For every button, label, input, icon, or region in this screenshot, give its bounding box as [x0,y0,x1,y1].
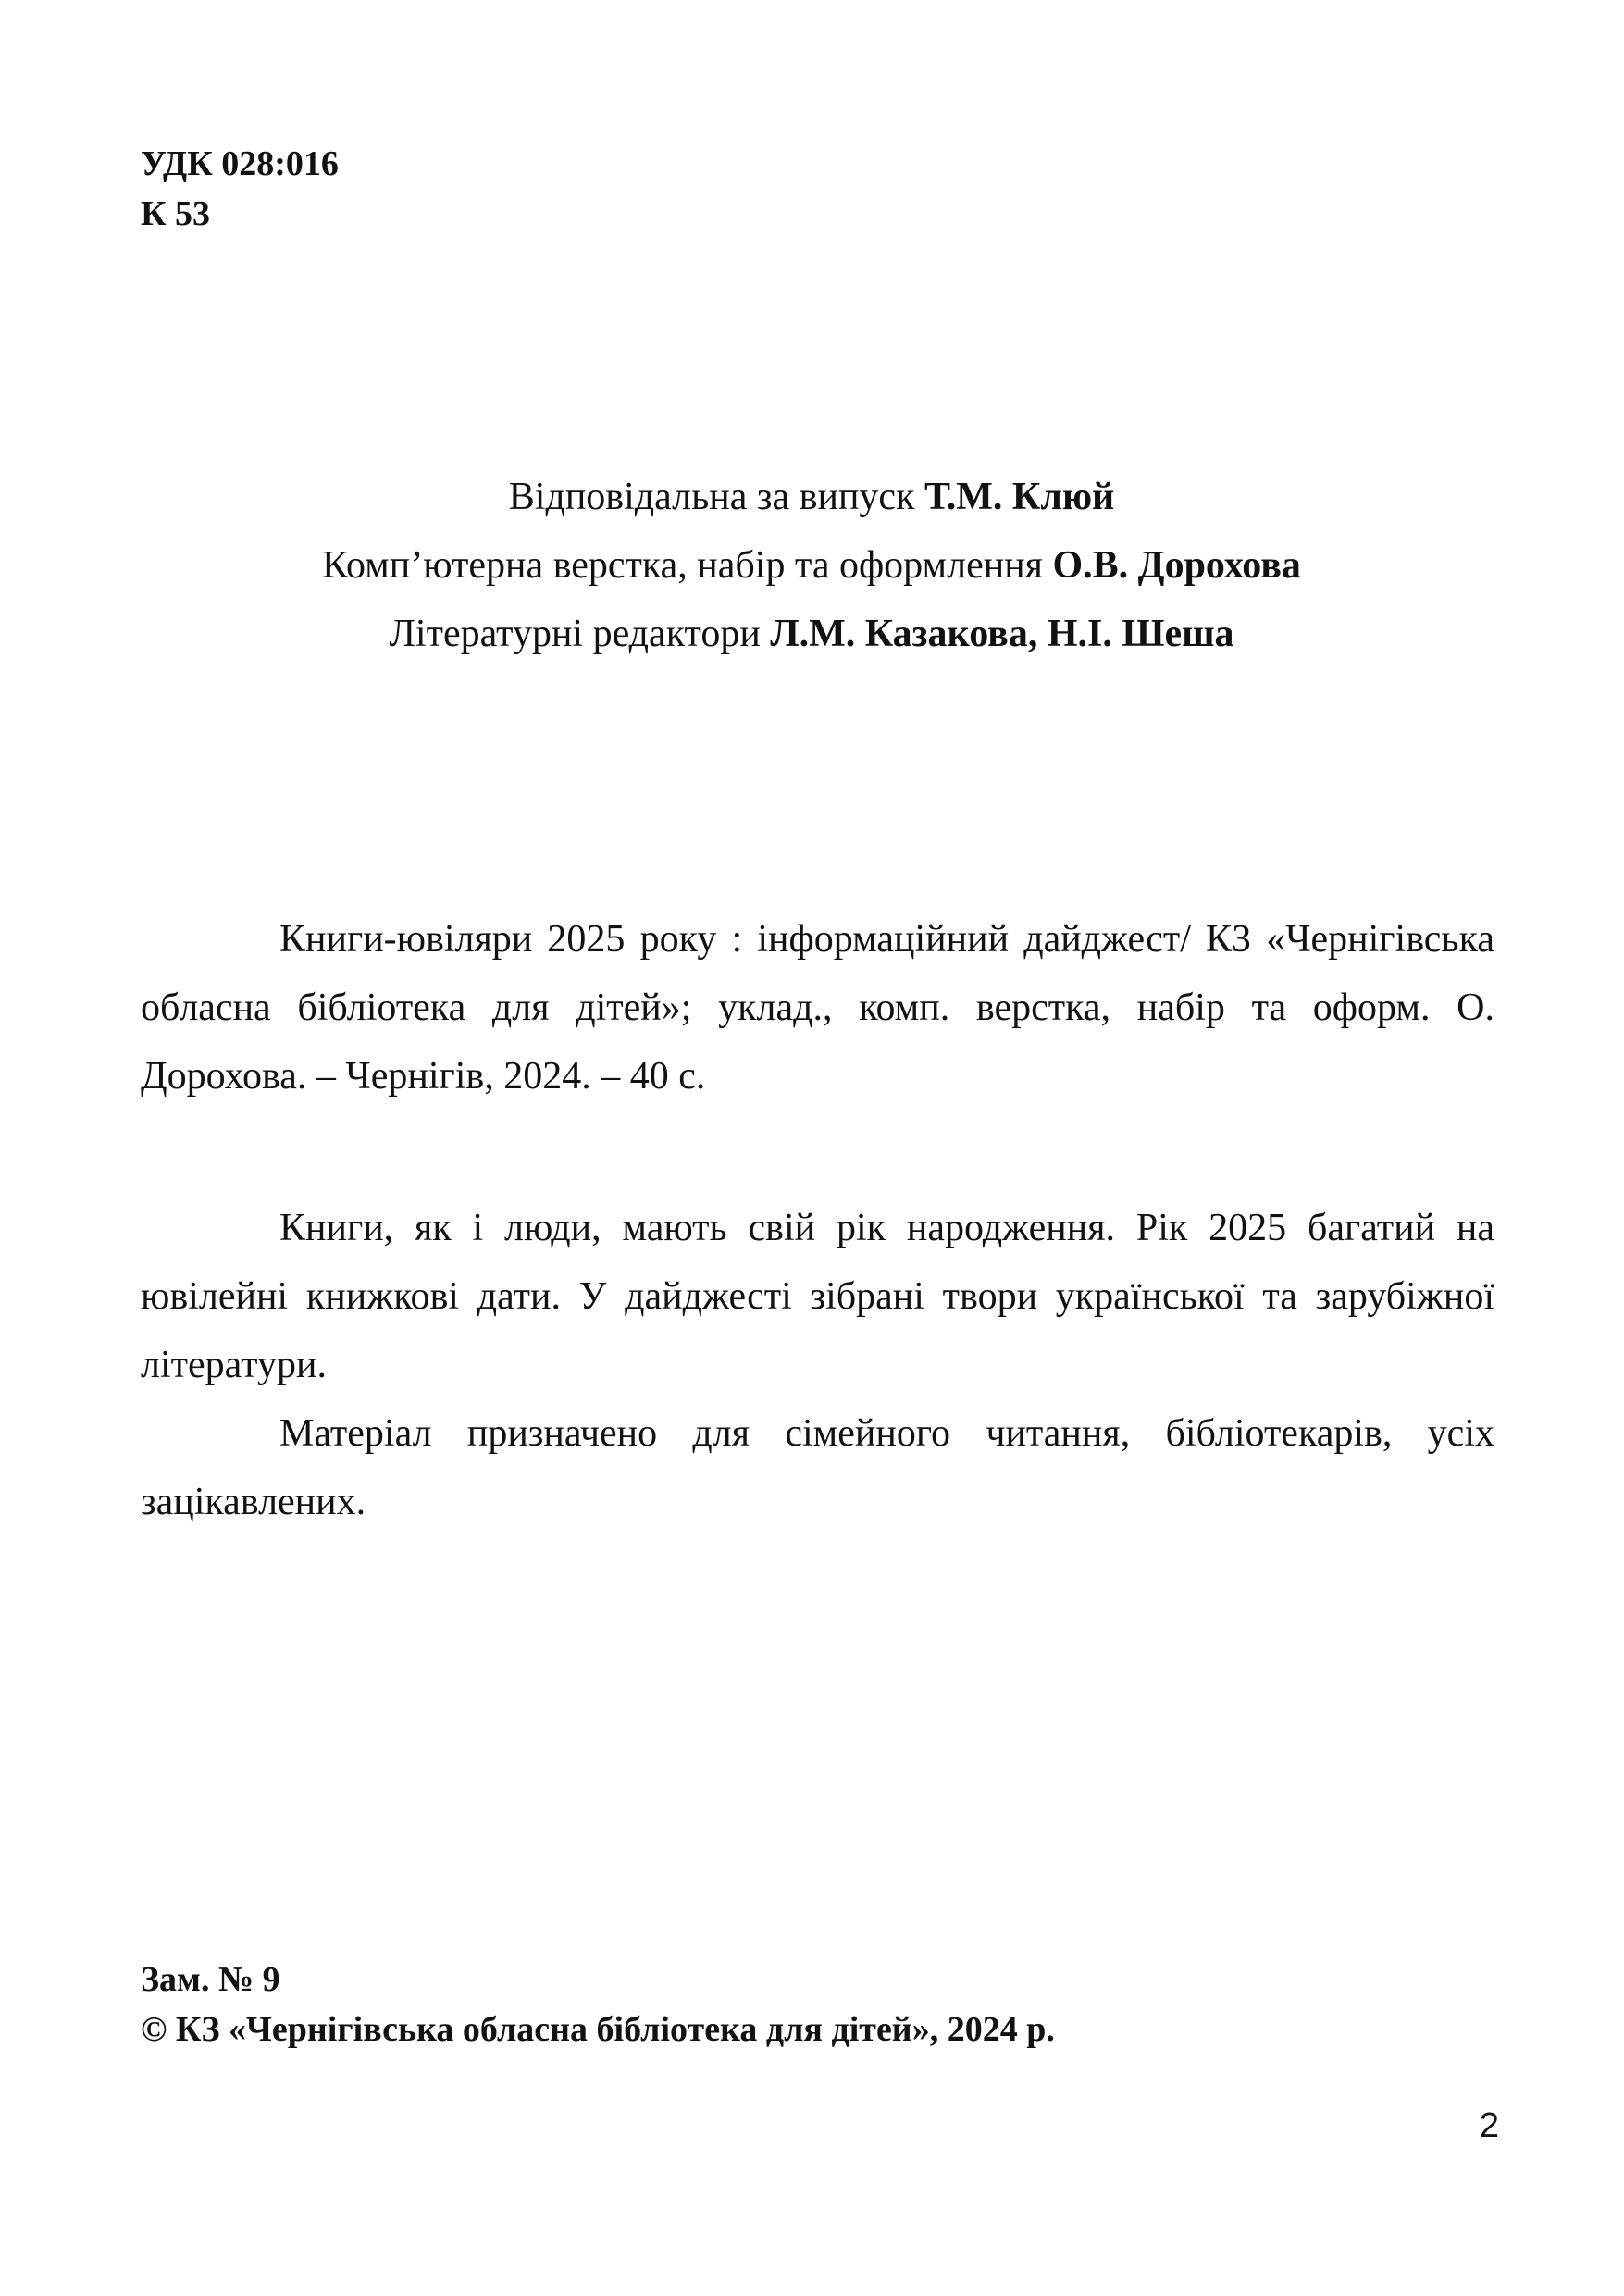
page-number: 2 [1479,2106,1499,2145]
credit-name: Т.М. Клюй [924,476,1115,518]
annotation-paragraph: Матеріал призначено для сімейного читання, бібліотекарів, усіх зацікавлених. [141,1412,1494,1523]
bibliographic-description: Книги-ювіляри 2025 року : інформаційний дайджест/ КЗ «Чернігівська обласна бібліотека для дітей»; уклад., комп. верстка, набір та оформ. О. Дорохова. – Чернігів, 2024. – 40 с. [141,918,1494,1098]
order-number: Зам. № 9 [141,1960,280,1999]
annotation-paragraph: Книги, як і люди, мають свій рік народження. Рік 2025 багатий на ювілейні книжкові дати. У дайджесті зібрані твори української та зарубіжної літератури. [141,1207,1494,1386]
udc-code: УДК 028:016 [141,144,339,183]
credit-role: Літературні редактори [389,613,771,655]
udc-block [141,139,339,239]
credit-name: Л.М. Казакова, Н.І. Шеша [770,613,1234,655]
credit-role: Комп’ютерна верстка, набір та оформлення [322,544,1053,587]
author-mark: К 53 [141,194,211,233]
credit-name: О.В. Дорохова [1052,544,1301,587]
copyright-line: © КЗ «Чернігівська обласна бібліотека для дітей», 2024 р. [141,2010,1055,2049]
credits-block [141,463,1482,668]
credit-line-editor-in-charge [141,463,1482,531]
annotation-block [141,1194,1494,1536]
credit-role: Відповідальна за випуск [508,476,924,518]
bibliographic-description-block [141,905,1494,1111]
credit-line-layout [141,531,1482,600]
credit-line-literary-editors [141,600,1482,668]
imprint-block [141,1955,1055,2054]
